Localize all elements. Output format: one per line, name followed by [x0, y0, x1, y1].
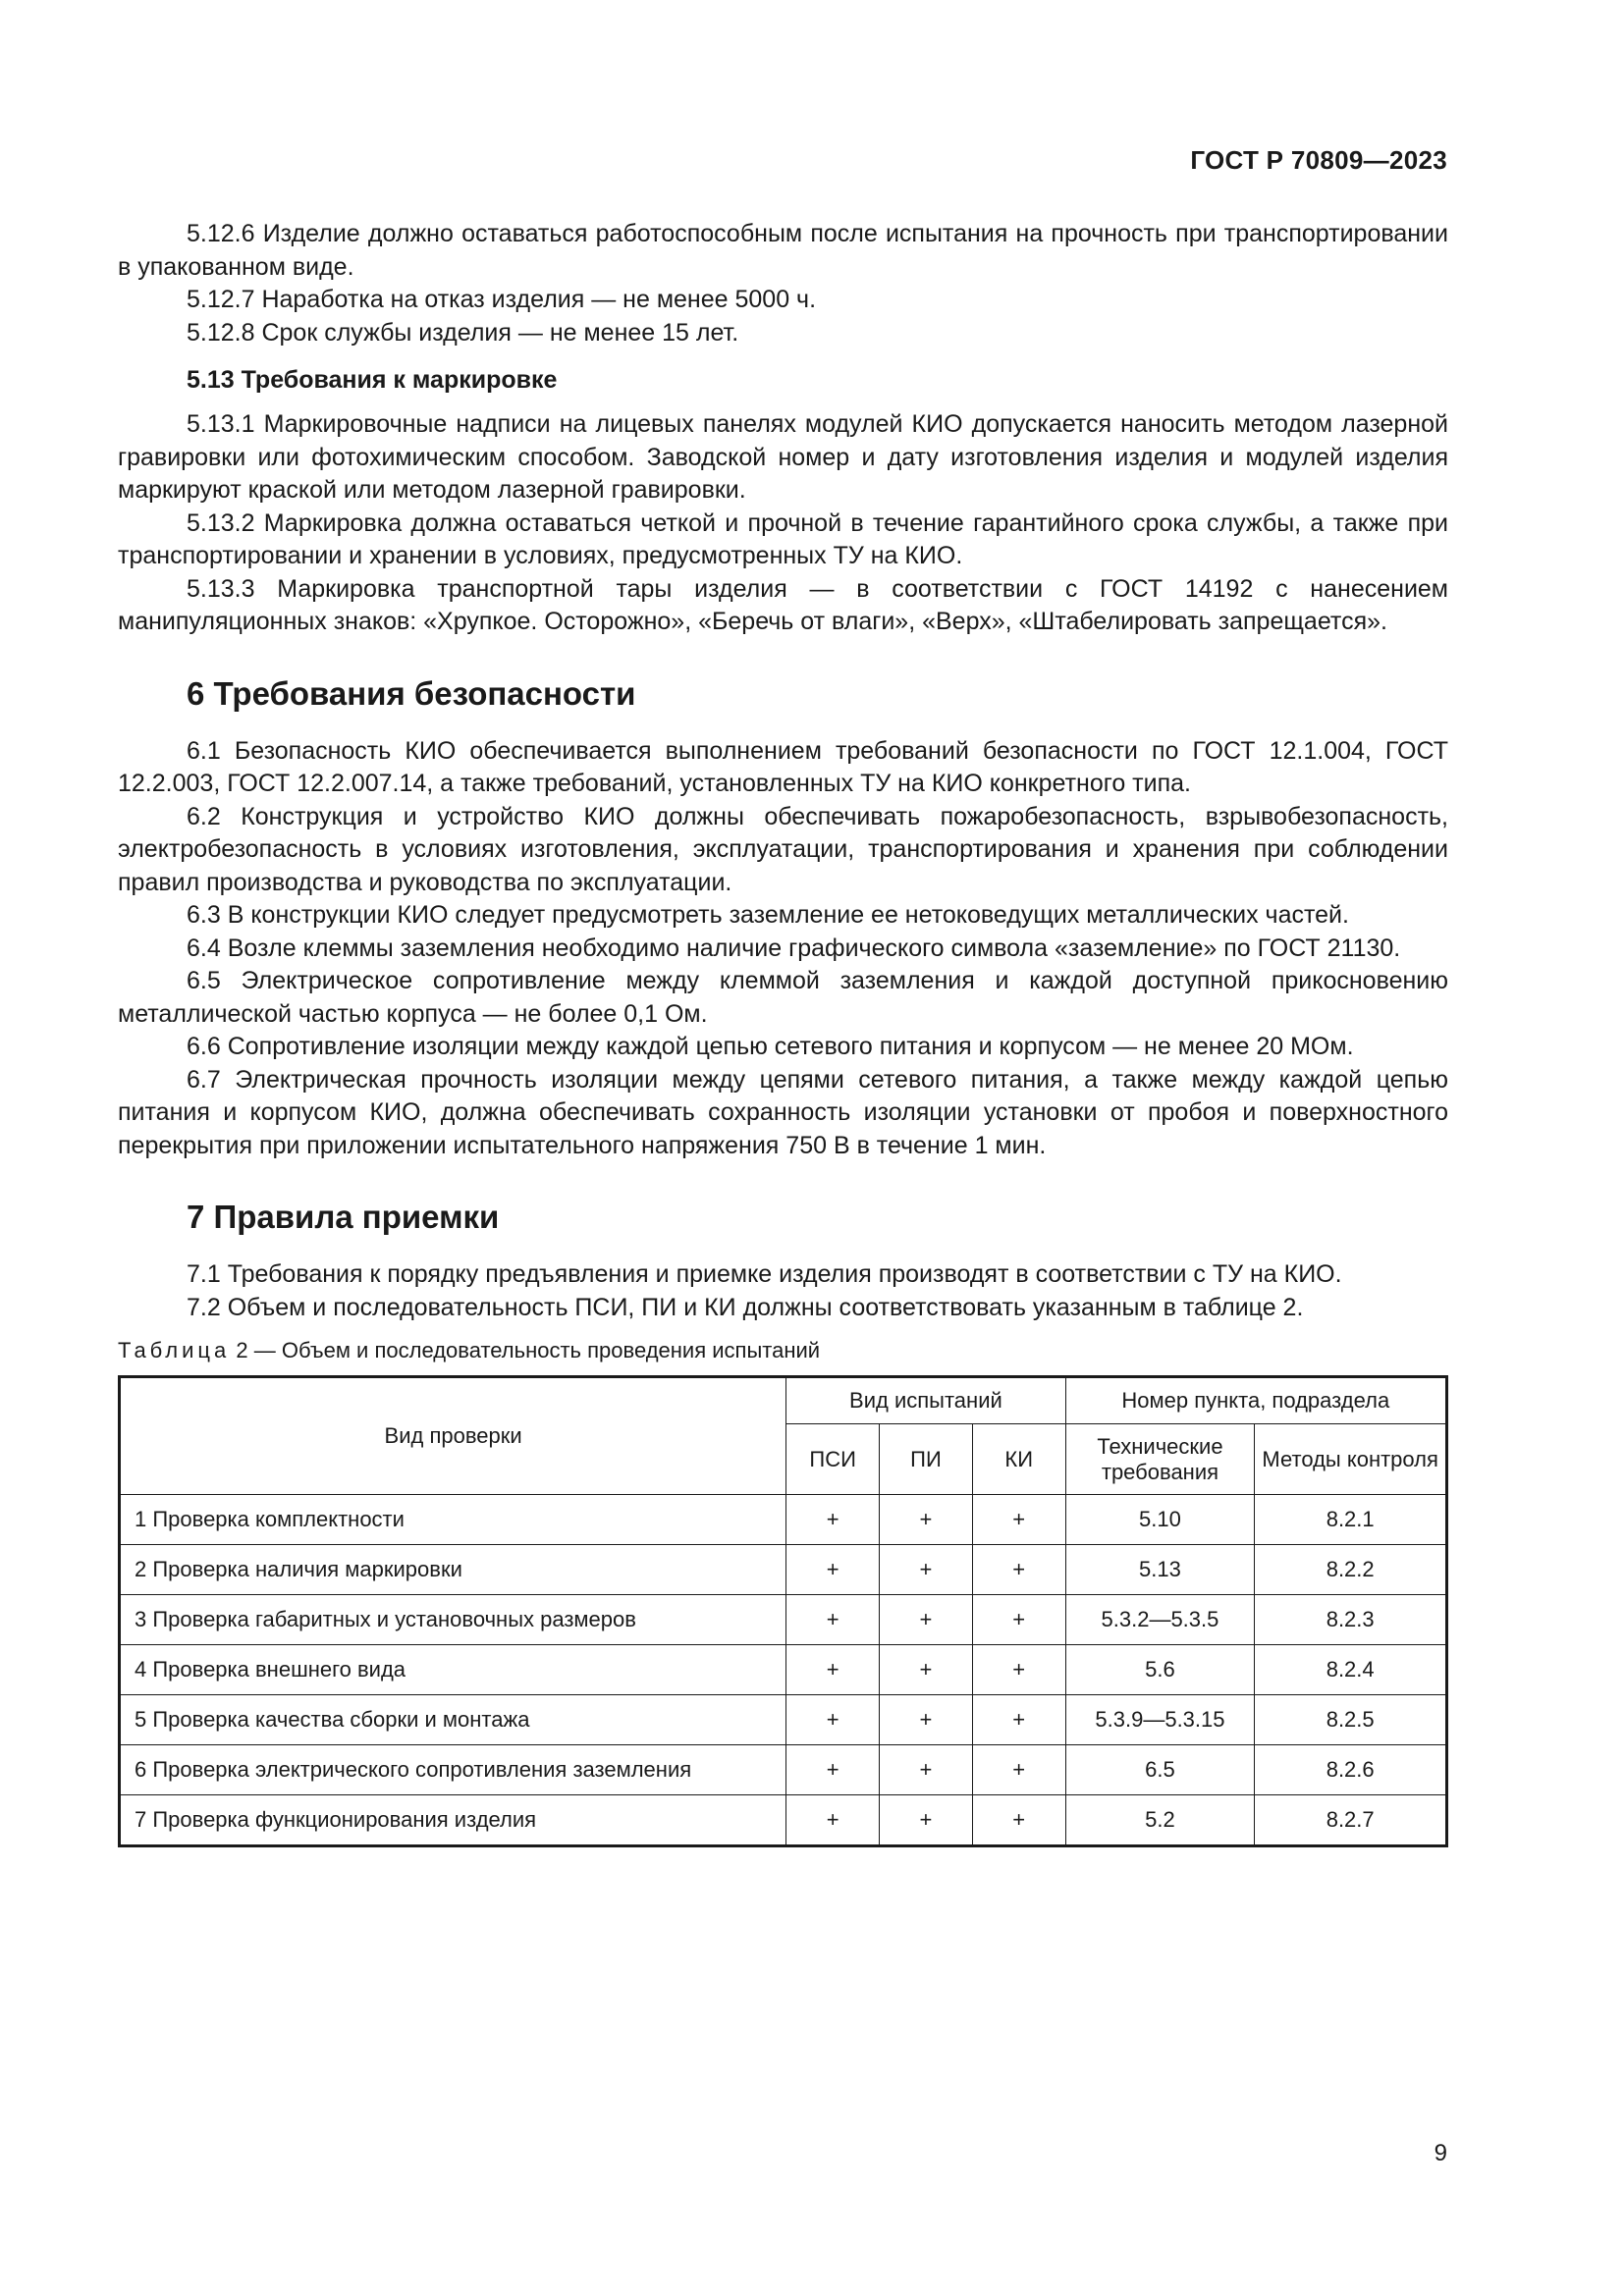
- row-method-clause: 8.2.1: [1255, 1495, 1447, 1545]
- header-psi: ПСИ: [786, 1424, 880, 1495]
- row-ki-mark: +: [972, 1595, 1065, 1645]
- row-method-clause: 8.2.7: [1255, 1795, 1447, 1846]
- table-caption: [118, 1336, 1448, 1365]
- row-tech-clause: 5.3.2—5.3.5: [1065, 1595, 1255, 1645]
- paragraph-6-2: 6.2 Конструкция и устройство КИО должны обеспечивать пожаробезопасность, взрывобезопасность, электробезопасность в условиях изготовления, эксплуатации, транспортирования и хранения при соблюдении правил производства и руководства по эксплуатации.: [118, 802, 1448, 896]
- row-ki-mark: +: [972, 1745, 1065, 1795]
- row-pi-mark: +: [880, 1645, 973, 1695]
- header-pi: ПИ: [880, 1424, 973, 1495]
- subsection-5-13-title: 5.13 Требования к маркировке: [187, 366, 558, 394]
- paragraph-7-2: 7.2 Объем и последовательность ПСИ, ПИ и КИ должны соответствовать указанным в таблице 2.: [187, 1293, 1304, 1321]
- row-check-name: 3 Проверка габаритных и установочных размеров: [120, 1595, 786, 1645]
- row-psi-mark: +: [786, 1495, 880, 1545]
- row-psi-mark: +: [786, 1695, 880, 1745]
- row-method-clause: 8.2.2: [1255, 1545, 1447, 1595]
- paragraph-6-1: 6.1 Безопасность КИО обеспечивается выполнением требований безопасности по ГОСТ 12.1.004, ГОСТ 12.2.003, ГОСТ 12.2.007.14, а также требований, установленных ТУ на КИО конкретного типа.: [118, 736, 1448, 797]
- row-method-clause: 8.2.3: [1255, 1595, 1447, 1645]
- row-method-clause: 8.2.4: [1255, 1645, 1447, 1695]
- header-clause-number: Номер пункта, подраздела: [1065, 1377, 1446, 1424]
- paragraph-6-4: 6.4 Возле клеммы заземления необходимо наличие графического символа «заземление» по ГОСТ 21130.: [187, 934, 1401, 962]
- row-tech-clause: 6.5: [1065, 1745, 1255, 1795]
- row-check-name: 6 Проверка электрического сопротивления заземления: [120, 1745, 786, 1795]
- row-ki-mark: +: [972, 1495, 1065, 1545]
- header-ki: КИ: [972, 1424, 1065, 1495]
- row-psi-mark: +: [786, 1745, 880, 1795]
- row-psi-mark: +: [786, 1645, 880, 1695]
- row-pi-mark: +: [880, 1595, 973, 1645]
- table-row: [120, 1645, 1447, 1695]
- table-row: [120, 1695, 1447, 1745]
- table-row: [120, 1595, 1447, 1645]
- header-tech-requirements: Технические требования: [1065, 1424, 1255, 1495]
- paragraph-7-1: 7.1 Требования к порядку предъявления и приемке изделия производят в соответствии с ТУ на КИО.: [187, 1260, 1342, 1288]
- header-control-methods: Методы контроля: [1255, 1424, 1447, 1495]
- header-test-type: Вид испытаний: [786, 1377, 1065, 1424]
- paragraph-6-7: 6.7 Электрическая прочность изоляции между цепями сетевого питания, а также между каждой цепью питания и корпусом КИО, должна обеспечивать сохранность изоляции установки от пробоя и поверхностного перекрытия при приложении испытательного напряжения 750 В в течение 1 мин.: [118, 1065, 1448, 1159]
- paragraph-6-3: 6.3 В конструкции КИО следует предусмотреть заземление ее нетоковедущих металлических частей.: [187, 901, 1349, 929]
- row-psi-mark: +: [786, 1595, 880, 1645]
- row-ki-mark: +: [972, 1645, 1065, 1695]
- row-ki-mark: +: [972, 1795, 1065, 1846]
- row-psi-mark: +: [786, 1545, 880, 1595]
- row-pi-mark: +: [880, 1695, 973, 1745]
- page-number: 9: [1434, 2140, 1447, 2166]
- section-7-title: 7 Правила приемки: [187, 1199, 500, 1235]
- paragraph-5-12-6: 5.12.6 Изделие должно оставаться работоспособным после испытания на прочность при транспортировании в упакованном виде.: [118, 220, 1448, 281]
- row-tech-clause: 5.2: [1065, 1795, 1255, 1846]
- row-ki-mark: +: [972, 1545, 1065, 1595]
- paragraph-5-12-7: 5.12.7 Наработка на отказ изделия — не менее 5000 ч.: [187, 286, 817, 313]
- table-row: [120, 1745, 1447, 1795]
- page-content: [118, 218, 1448, 1847]
- table-caption-label: Таблица: [118, 1338, 231, 1362]
- row-ki-mark: +: [972, 1695, 1065, 1745]
- table-row: [120, 1495, 1447, 1545]
- row-pi-mark: +: [880, 1795, 973, 1846]
- row-pi-mark: +: [880, 1745, 973, 1795]
- row-tech-clause: 5.10: [1065, 1495, 1255, 1545]
- tests-table: [118, 1375, 1448, 1847]
- table-row: [120, 1545, 1447, 1595]
- section-6-title: 6 Требования безопасности: [187, 674, 636, 712]
- table-caption-text: 2 — Объем и последовательность проведения испытаний: [236, 1338, 821, 1362]
- row-check-name: 1 Проверка комплектности: [120, 1495, 786, 1545]
- row-check-name: 4 Проверка внешнего вида: [120, 1645, 786, 1695]
- header-check-type: Вид проверки: [120, 1377, 786, 1495]
- paragraph-6-6: 6.6 Сопротивление изоляции между каждой цепью сетевого питания и корпусом — не менее 20 МОм.: [187, 1033, 1354, 1060]
- row-psi-mark: +: [786, 1795, 880, 1846]
- row-method-clause: 8.2.6: [1255, 1745, 1447, 1795]
- row-check-name: 7 Проверка функционирования изделия: [120, 1795, 786, 1846]
- table-row: [120, 1795, 1447, 1846]
- row-pi-mark: +: [880, 1545, 973, 1595]
- paragraph-5-12-8: 5.12.8 Срок службы изделия — не менее 15 лет.: [187, 318, 739, 347]
- row-check-name: 5 Проверка качества сборки и монтажа: [120, 1695, 786, 1745]
- row-tech-clause: 5.13: [1065, 1545, 1255, 1595]
- paragraph-5-13-2: 5.13.2 Маркировка должна оставаться четкой и прочной в течение гарантийного срока службы, а также при транспортировании и хранении в условиях, предусмотренных ТУ на КИО.: [118, 508, 1448, 569]
- paragraph-5-13-1: 5.13.1 Маркировочные надписи на лицевых панелях модулей КИО допускается наносить методом лазерной гравировки или фотохимическим способом. Заводской номер и дату изготовления изделия и модулей изделия маркируют краской или методом лазерной гравировки.: [118, 410, 1448, 504]
- row-tech-clause: 5.3.9—5.3.15: [1065, 1695, 1255, 1745]
- paragraph-5-13-3: 5.13.3 Маркировка транспортной тары изделия — в соответствии с ГОСТ 14192 с нанесением манипуляционных знаков: «Хрупкое. Осторожно», «Беречь от влаги», «Верх», «Штабелировать запрещается».: [118, 574, 1448, 635]
- row-check-name: 2 Проверка наличия маркировки: [120, 1545, 786, 1595]
- paragraph-6-5: 6.5 Электрическое сопротивление между клеммой заземления и каждой доступной прикосновению металлической частью корпуса — не более 0,1 Ом.: [118, 967, 1448, 1028]
- row-method-clause: 8.2.5: [1255, 1695, 1447, 1745]
- document-id-header: ГОСТ Р 70809—2023: [1190, 145, 1447, 175]
- row-tech-clause: 5.6: [1065, 1645, 1255, 1695]
- row-pi-mark: +: [880, 1495, 973, 1545]
